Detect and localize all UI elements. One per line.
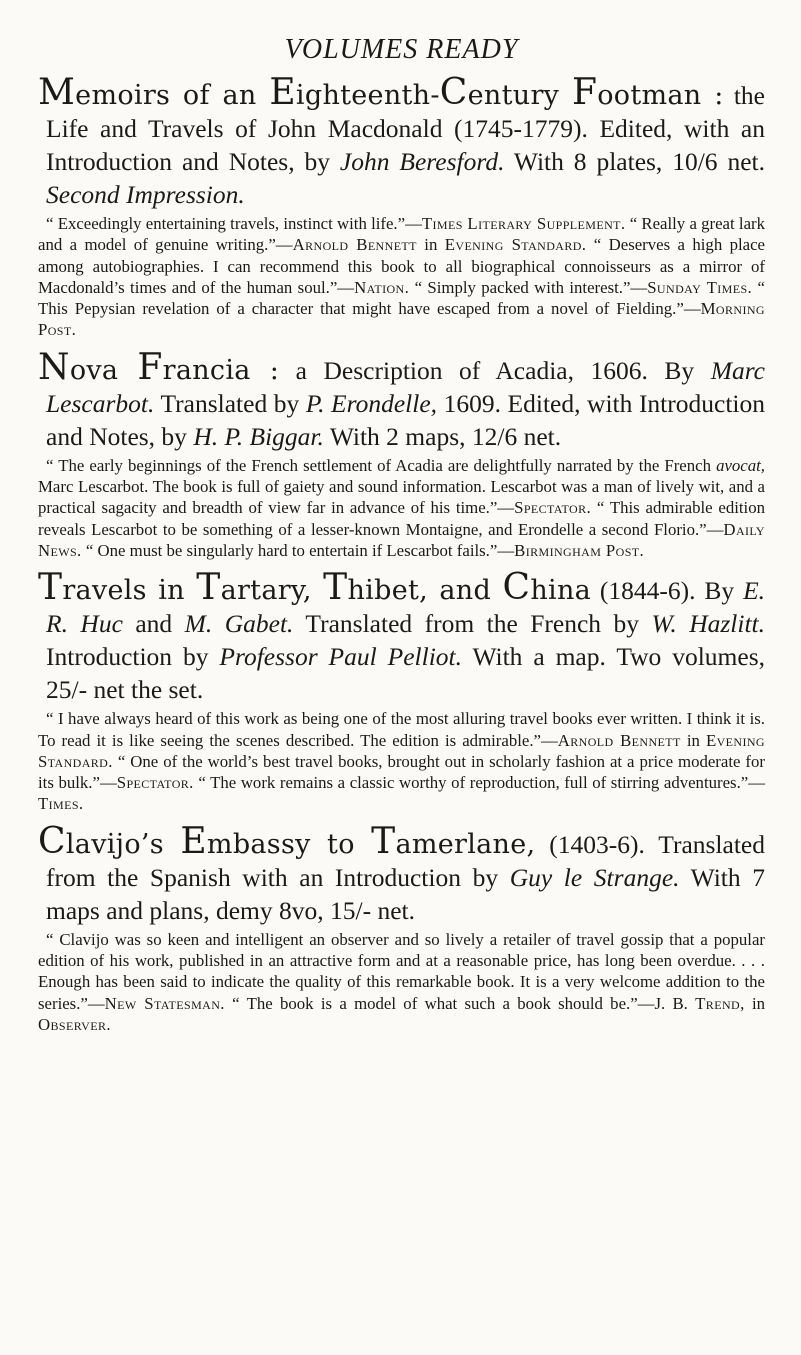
- press-reviews: “ Clavijo was so keen and intelligent an observer and so lively a retailer of travel gossip that a popular edition of his work, published in an attractive form and at a reasonable price, has long been overdue. . . . Enough has been said to indicate the quality of this remarkable book. It is a very welcome addition to the series.”—New Statesman. “ The book is a model of what such a book should be.”—J. B. Trend, in Observer.: [38, 929, 766, 1034]
- book-title: Clavijo’s Embassy to Tamerlane,: [38, 820, 536, 862]
- book-title: Nova Francia :: [38, 346, 280, 388]
- book-title: Travels in Tartary, Thibet, and China: [38, 567, 592, 609]
- book-entry-clavijo: [38, 820, 766, 1035]
- impression-note: Second Impression.: [46, 180, 245, 209]
- press-reviews: “ Exceedingly entertaining travels, instinct with life.”—Times Literary Supplement. “ Really a great lark and a model of genuine writing.”—Arnold Bennett in Evening Standard. “ Deserves a high place among autobiographies. I can recommend this book to all biographical connoisseurs as a mirror of Macdonald’s times and of the human soul.”—Nation. “ Simply packed with interest.”—Sunday Times. “ This Pepysian revelation of a character that might have escaped from a novel of Fielding.”—Morning Post.: [38, 214, 766, 340]
- book-description: Travels in Tartary, Thibet, and China (1844-6). By E. R. Huc and M. Gabet. Translated from the French by W. Hazlitt. Introduction by Professor Paul Pelliot. With a map. Two volumes, 25/- net the set.: [38, 567, 766, 705]
- book-entry-memoirs: [38, 72, 766, 341]
- editor-name: John Beresford.: [339, 147, 505, 176]
- press-reviews: “ The early beginnings of the French settlement of Acadia are delightfully narrated by the French avocat, Marc Lescarbot. The book is full of gaiety and sound information. Lescarbot was a man of lively wit, and a practical sagacity and breadth of view far in advance of his time.”—Spectator. “ This admirable edition reveals Lescarbot to be something of a lesser-known Montaigne, and Erondelle a second Florio.”—Daily News. “ One must be singularly hard to entertain if Lescarbot fails.”—Birmingham Post.: [38, 455, 765, 560]
- book-entry-travels-tartary: [38, 567, 766, 814]
- book-description: Nova Francia : a Description of Acadia, 1606. By Marc Lescarbot. Translated by P. Erondelle, 1609. Edited, with Introduction and Notes, by H. P. Biggar. With 2 maps, 12/6 net.: [38, 346, 765, 451]
- book-description: Memoirs of an Eighteenth-Century Footman : the Life and Travels of John Macdonald (1745-1779). Edited, with an Introduction and Notes, by John Beresford. With 8 plates, 10/6 net. Second Impression.: [38, 72, 765, 209]
- book-entry-nova-francia: [38, 346, 765, 561]
- press-reviews: “ I have always heard of this work as being one of the most alluring travel books ever written. I think it is. To read it is like seeing the scenes described. The edition is admirable.”—Arnold Bennett in Evening Standard. “ One of the world’s best travel books, brought out in scholarly fashion at a price moderate for its bulk.”—Spectator. “ The work remains a classic worthy of reproduction, full of stirring adventures.”—Times.: [38, 709, 765, 814]
- page-heading: VOLUMES READY: [284, 34, 519, 65]
- book-description: Clavijo’s Embassy to Tamerlane, (1403-6). Translated from the Spanish with an Introduction by Guy le Strange. With 7 maps and plans, demy 8vo, 15/- net.: [38, 820, 765, 925]
- book-title: Memoirs of an Eighteenth-Century Footman :: [38, 72, 724, 113]
